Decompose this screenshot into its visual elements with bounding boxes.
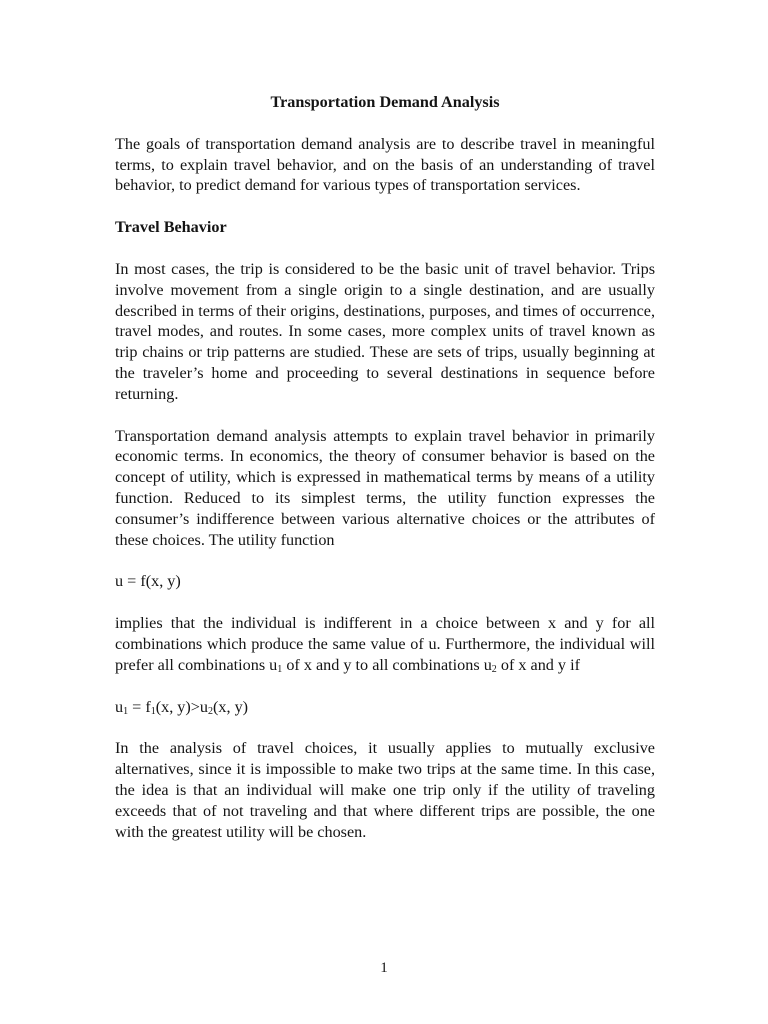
intro-paragraph: The goals of transportation demand analysis are to describe travel in meaningful terms, to explain travel behavior, and on the basis of an understanding of travel behavior, to predict demand for various types of transportation services.	[115, 134, 655, 195]
section-heading: Travel Behavior	[115, 218, 227, 237]
document-title: Transportation Demand Analysis	[270, 93, 500, 111]
formula-part: (x, y)	[213, 697, 249, 716]
indifference-text-a: implies that the individual is indifferent in a choice between x and y for all combinations which produce the same value of u. Furthermore, the individual will prefer all combinations u	[115, 614, 655, 674]
subscript: 2	[491, 663, 497, 675]
preference-formula	[115, 697, 655, 718]
economic-terms-paragraph: Transportation demand analysis attempts to explain travel behavior in primarily economic terms. In economics, the theory of consumer behavior is based on the concept of utility, which is expressed in mathematical terms by means of a utility function. Reduced to its simplest terms, the utility function expresses the consumer’s indifference between various alternative choices or the attributes of these choices. The utility function	[115, 426, 655, 549]
indifference-text-c: of x and y if	[496, 655, 580, 674]
travel-behavior-paragraph: In most cases, the trip is considered to be the basic unit of travel behavior. Trips involve movement from a single origin to a single destination, and are usually described in terms of their origins, destinations, purposes, and times of occurrence, travel modes, and routes. In some cases, more complex units of travel known as trip chains or trip patterns are studied. These are sets of trips, usually beginning at the traveler’s home and proceeding to several destinations in sequence before returning.	[115, 259, 655, 403]
formula-part: = f	[128, 697, 151, 716]
subscript: 1	[277, 663, 283, 675]
formula-part: u	[115, 697, 124, 716]
formula-part: (x, y)>u	[155, 697, 209, 716]
subscript: 1	[150, 705, 156, 717]
subscript: 1	[123, 705, 129, 717]
utility-formula: u = f(x, y)	[115, 572, 181, 591]
travel-choices-paragraph: In the analysis of travel choices, it usually applies to mutually exclusive alternatives, since it is impossible to make two trips at the same time. In this case, the idea is that an individual will make one trip only if the utility of traveling exceeds that of not traveling and that where different trips are possible, the one with the greatest utility will be chosen.	[115, 739, 655, 841]
page-number: 1	[380, 960, 388, 976]
subscript: 2	[208, 705, 214, 717]
document-page	[115, 92, 655, 863]
indifference-text-b: of x and y to all combinations u	[282, 655, 492, 674]
indifference-paragraph	[115, 613, 655, 675]
